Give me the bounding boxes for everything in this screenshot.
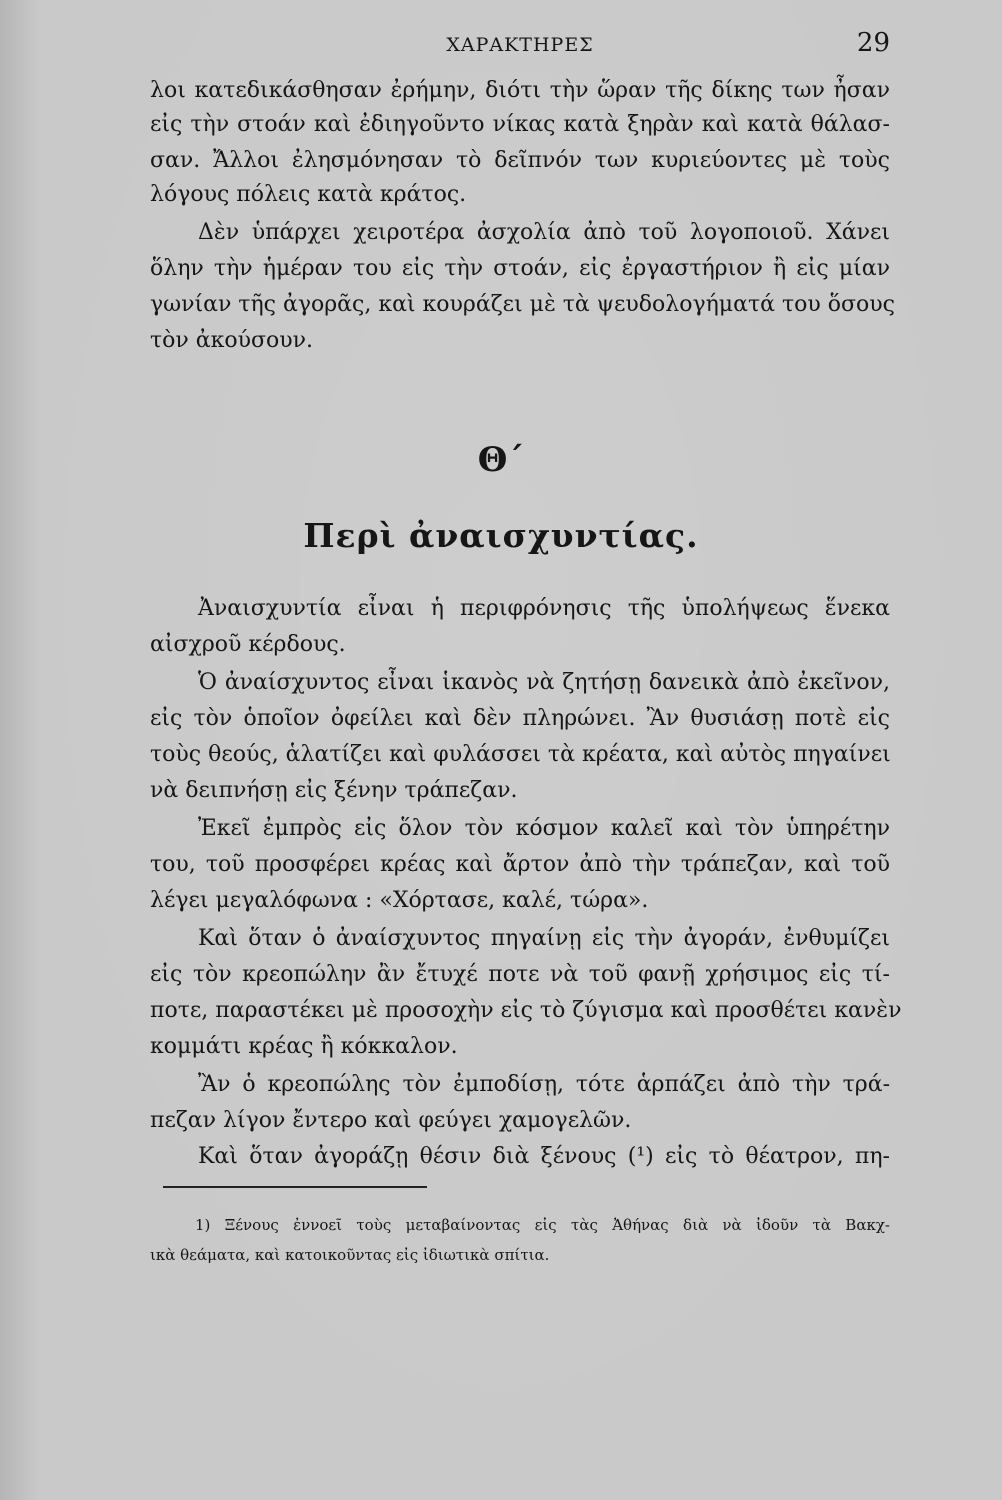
footnote-line: 1) Ξένους ἐννοεῖ τοὺς μεταβαίνοντας εἰς τὰς Ἀθήνας διὰ νὰ ἰδοῦν τὰ Βακχ- <box>195 1216 890 1234</box>
section-line: Ἀναισχυντία εἶναι ἡ περιφρόνησις τῆς ὑπολήψεως ἕνεκα <box>198 596 890 621</box>
section-number: Θ΄ <box>477 440 525 480</box>
section-line: εἰς τὸν ὁποῖον ὀφείλει καὶ δὲν πληρώνει. Ἂν θυσιάσῃ ποτὲ εἰς <box>150 706 890 731</box>
section-title: Περὶ ἀναισχυντίας. <box>303 516 699 555</box>
section-line: αἰσχροῦ κέρδους. <box>150 632 346 657</box>
section-line: Ὁ ἀναίσχυντος εἶναι ἱκανὸς νὰ ζητήσῃ δανεικὰ ἀπὸ ἐκεῖνον, <box>198 670 890 695</box>
section-line: κομμάτι κρέας ἢ κόκκαλον. <box>150 1034 458 1059</box>
page-number: 29 <box>856 28 890 58</box>
section-line: Καὶ ὅταν ὁ ἀναίσχυντος πηγαίνῃ εἰς τὴν ἀγοράν, ἐνθυμίζει <box>198 926 890 951</box>
section-line: ποτε, παραστέκει μὲ προσοχὴν εἰς τὸ ζύγισμα καὶ προσθέτει κανὲν <box>150 998 902 1023</box>
section-line: λέγει μεγαλόφωνα : «Χόρτασε, καλέ, τώρα». <box>150 888 649 913</box>
body-line: λόγους πόλεις κατὰ κράτος. <box>150 182 467 207</box>
section-line: Ἂν ὁ κρεοπώλης τὸν ἐμποδίσῃ, τότε ἁρπάζει ἀπὸ τὴν τρά- <box>198 1072 890 1097</box>
footnote-line: ικὰ θεάματα, καὶ κατοικοῦντας εἰς ἰδιωτικὰ σπίτια. <box>150 1246 550 1264</box>
section-line: Ἐκεῖ ἐμπρὸς εἰς ὅλον τὸν κόσμον καλεῖ καὶ τὸν ὑπηρέτην <box>198 816 890 841</box>
footnote-divider <box>163 1186 427 1188</box>
section-line: τοὺς θεούς, ἁλατίζει καὶ φυλάσσει τὰ κρέατα, καὶ αὐτὸς πηγαίνει <box>150 742 891 767</box>
body-line: τὸν ἀκούσουν. <box>150 328 314 353</box>
section-line: νὰ δειπνήσῃ εἰς ξένην τράπεζαν. <box>150 778 518 803</box>
body-line: εἰς τὴν στοάν καὶ ἐδιηγοῦντο νίκας κατὰ ξηρὰν καὶ κατὰ θάλασ- <box>150 112 890 137</box>
body-line: λοι κατεδικάσθησαν ἐρήμην, διότι τὴν ὥραν τῆς δίκης των ἦσαν <box>150 78 890 103</box>
running-title: ΧΑΡΑΚΤΗΡΕΣ <box>446 34 594 56</box>
section-line: Καὶ ὅταν ἀγοράζῃ θέσιν διὰ ξένους (¹) εἰς τὸ θέατρον, πη- <box>198 1144 890 1169</box>
page-header <box>150 28 890 64</box>
section-line: πεζαν λίγον ἔντερο καὶ φεύγει χαμογελῶν. <box>150 1108 632 1133</box>
body-line: ὅλην τὴν ἡμέραν του εἰς τὴν στοάν, εἰς ἐργαστήριον ἢ εἰς μίαν <box>150 256 890 281</box>
body-line: γωνίαν τῆς ἀγορᾶς, καὶ κουράζει μὲ τὰ ψευδολογήματά του ὅσους <box>150 292 895 317</box>
body-line: σαν. Ἄλλοι ἐλησμόνησαν τὸ δεῖπνόν των κυριεύοντες μὲ τοὺς <box>150 148 890 173</box>
section-line: του, τοῦ προσφέρει κρέας καὶ ἄρτον ἀπὸ τὴν τράπεζαν, καὶ τοῦ <box>150 852 890 877</box>
section-line: εἰς τὸν κρεοπώλην ἂν ἔτυχέ ποτε νὰ τοῦ φανῇ χρήσιμος εἰς τί- <box>150 962 890 987</box>
body-line: Δὲν ὑπάρχει χειροτέρα ἀσχολία ἀπὸ τοῦ λογοποιοῦ. Χάνει <box>198 220 890 245</box>
